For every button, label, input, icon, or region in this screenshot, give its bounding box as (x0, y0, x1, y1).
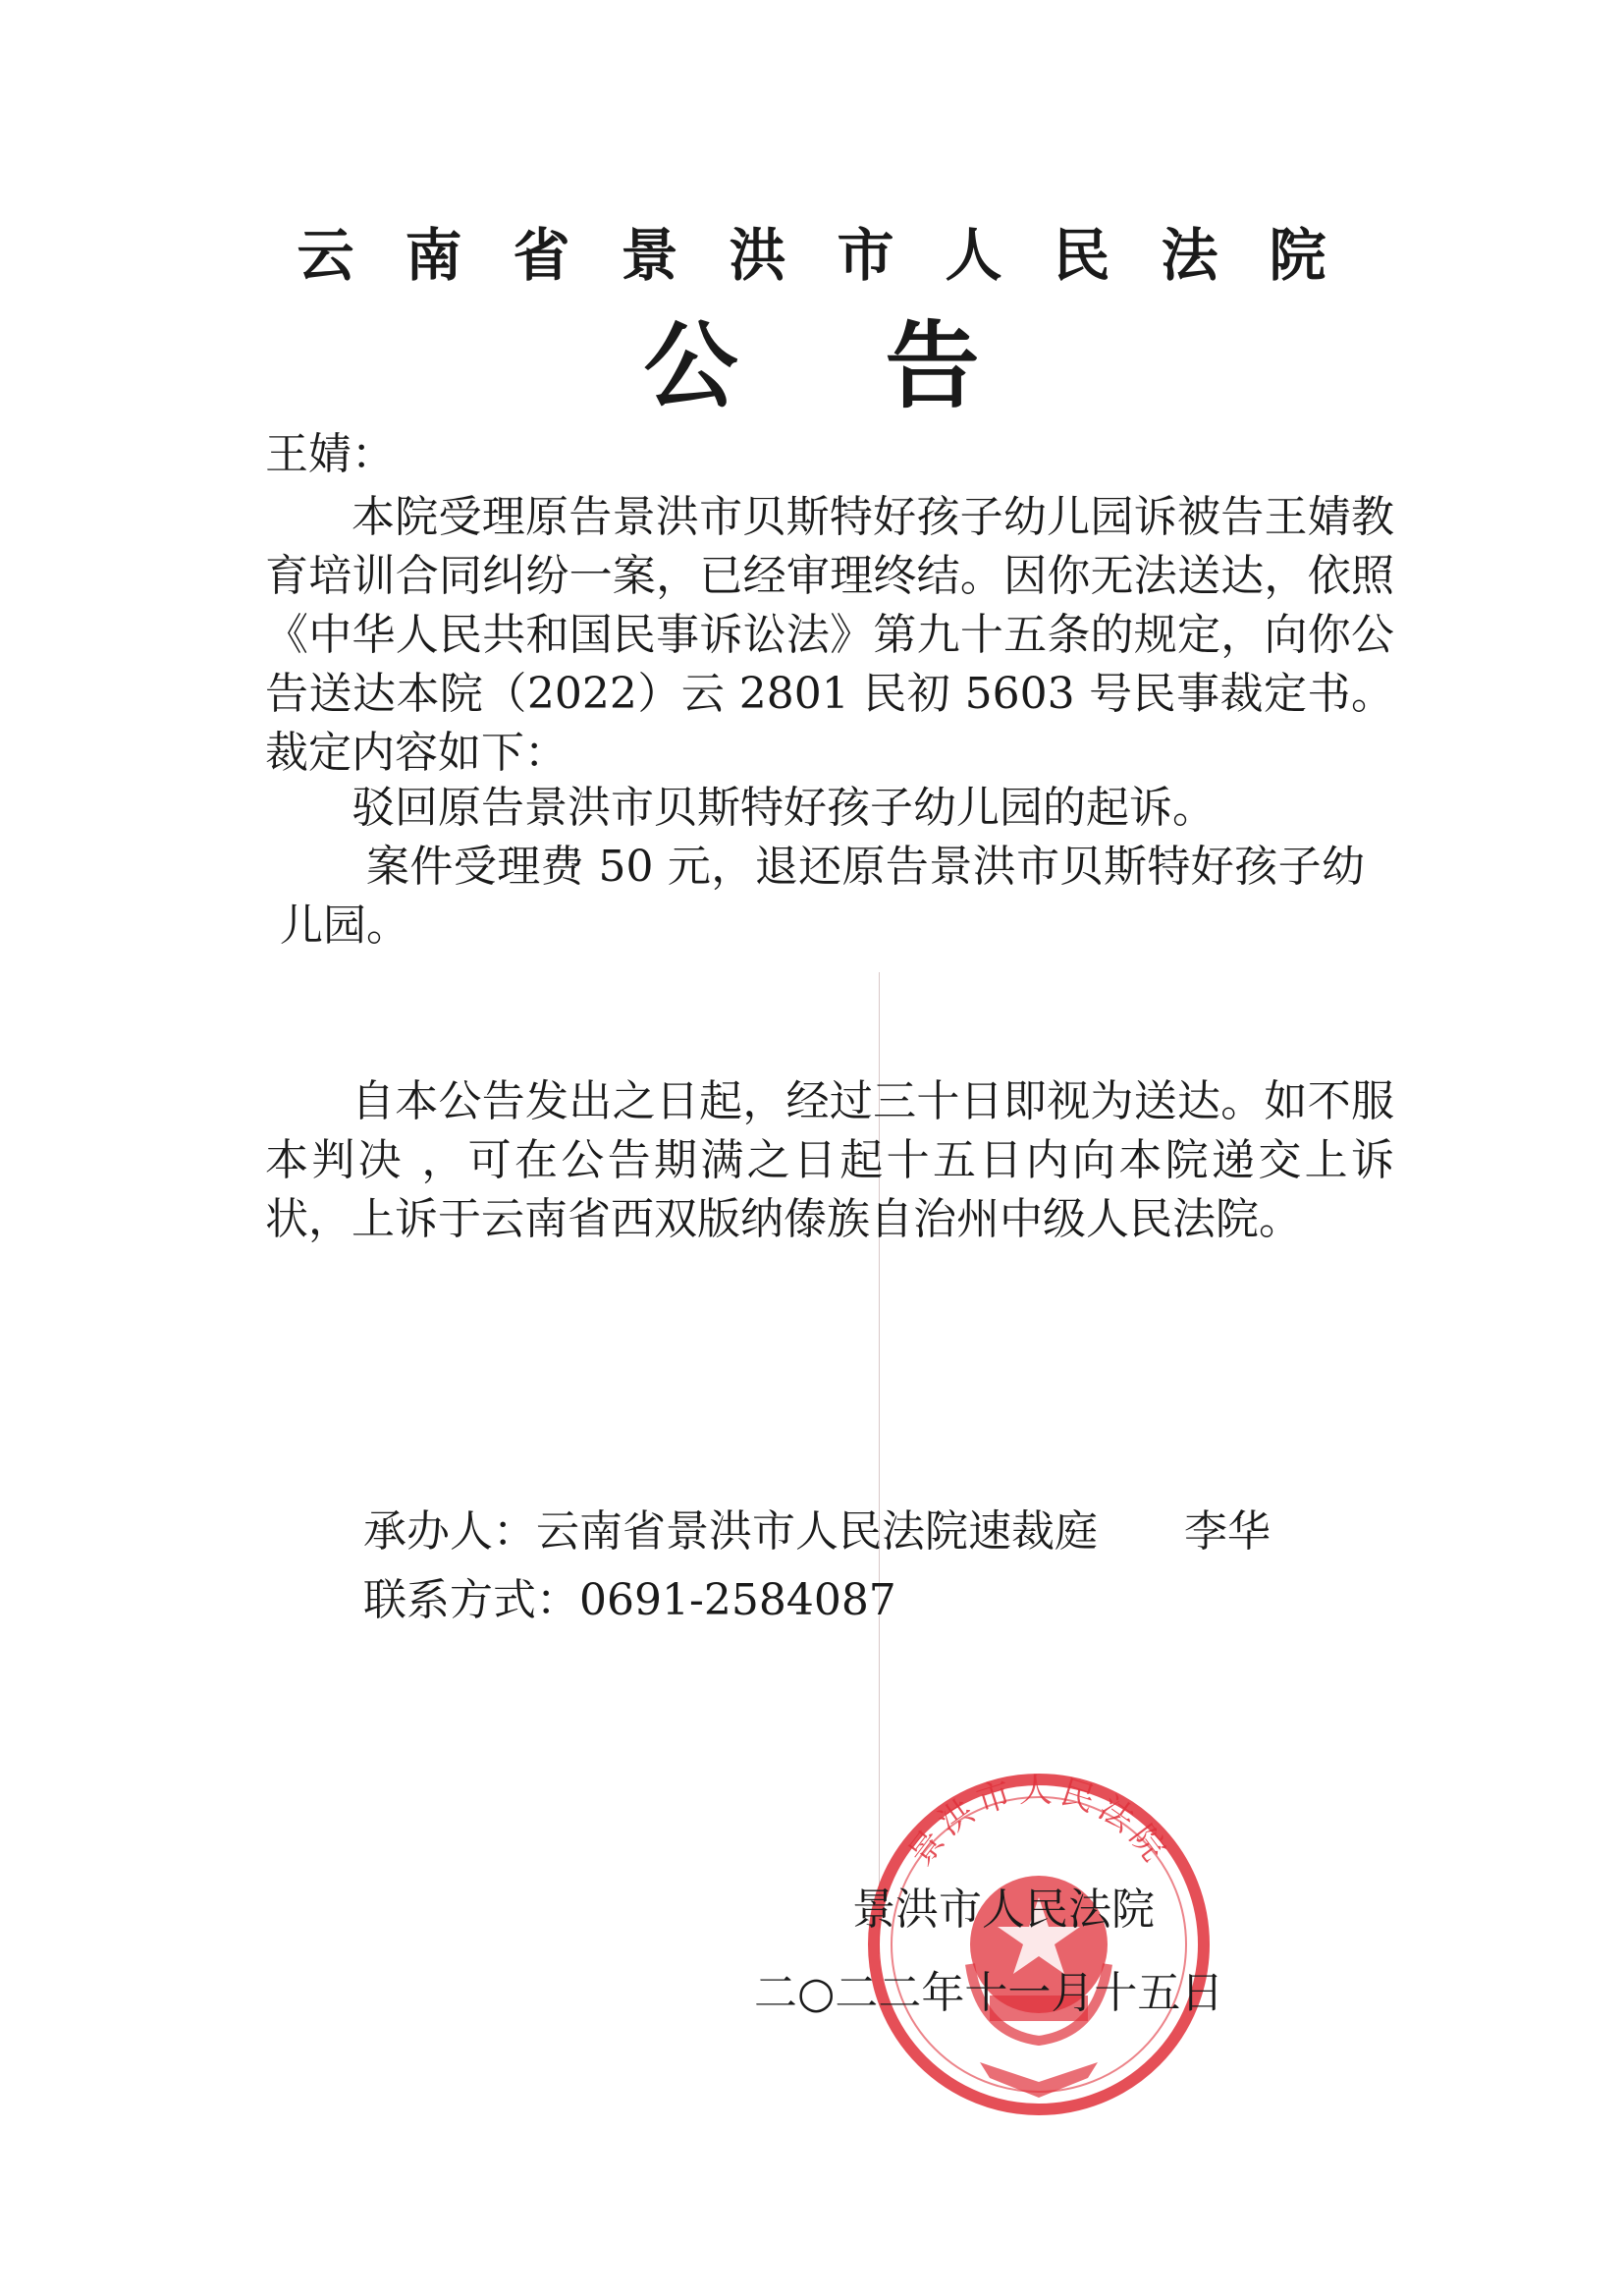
handler-line: 承办人：云南省景洪市人民法院速裁庭 李华 (363, 1506, 1271, 1557)
ruling-fee: 案件受理费 50 元，退还原告景洪市贝斯特好孩子幼儿园。 (280, 842, 1365, 951)
paragraph-case-summary: 本院受理原告景洪市贝斯特好孩子幼儿园诉被告王婧教育培训合同纠纷一案，已经审理终结。因你无法送达，依照《中华人民共和国民事诉讼法》第九十五条的规定，向你公告送达本院（2022）云 2801 民初 5603 号民事裁定书。裁定内容如下： (265, 492, 1394, 778)
court-name-heading: 云南省景洪市人民法院 (297, 222, 1378, 289)
contact-phone-line: 联系方式：0691-2584087 (363, 1575, 896, 1625)
svg-text:景洪市人民法院 (900, 1771, 1176, 1873)
signature-date: 二○二二年十一月十五日 (754, 1968, 1224, 2018)
ruling-dismissal: 驳回原告景洪市贝斯特好孩子幼儿园的起诉。 (352, 783, 1216, 833)
court-seal-stamp (862, 1768, 1216, 2121)
addressee: 王婧： (265, 429, 395, 479)
notice-title: 公告 (643, 311, 1127, 421)
paragraph-appeal-notice: 自本公告发出之日起，经过三十日即视为送达。如不服本判决 ，可在公告期满之日起十五日内向本院递交上诉状，上诉于云南省西双版纳傣族自治州中级人民法院。 (265, 1076, 1394, 1244)
signature-court-name: 景洪市人民法院 (852, 1885, 1155, 1935)
seal-text: 景洪市人民法院 (900, 1771, 1177, 1874)
